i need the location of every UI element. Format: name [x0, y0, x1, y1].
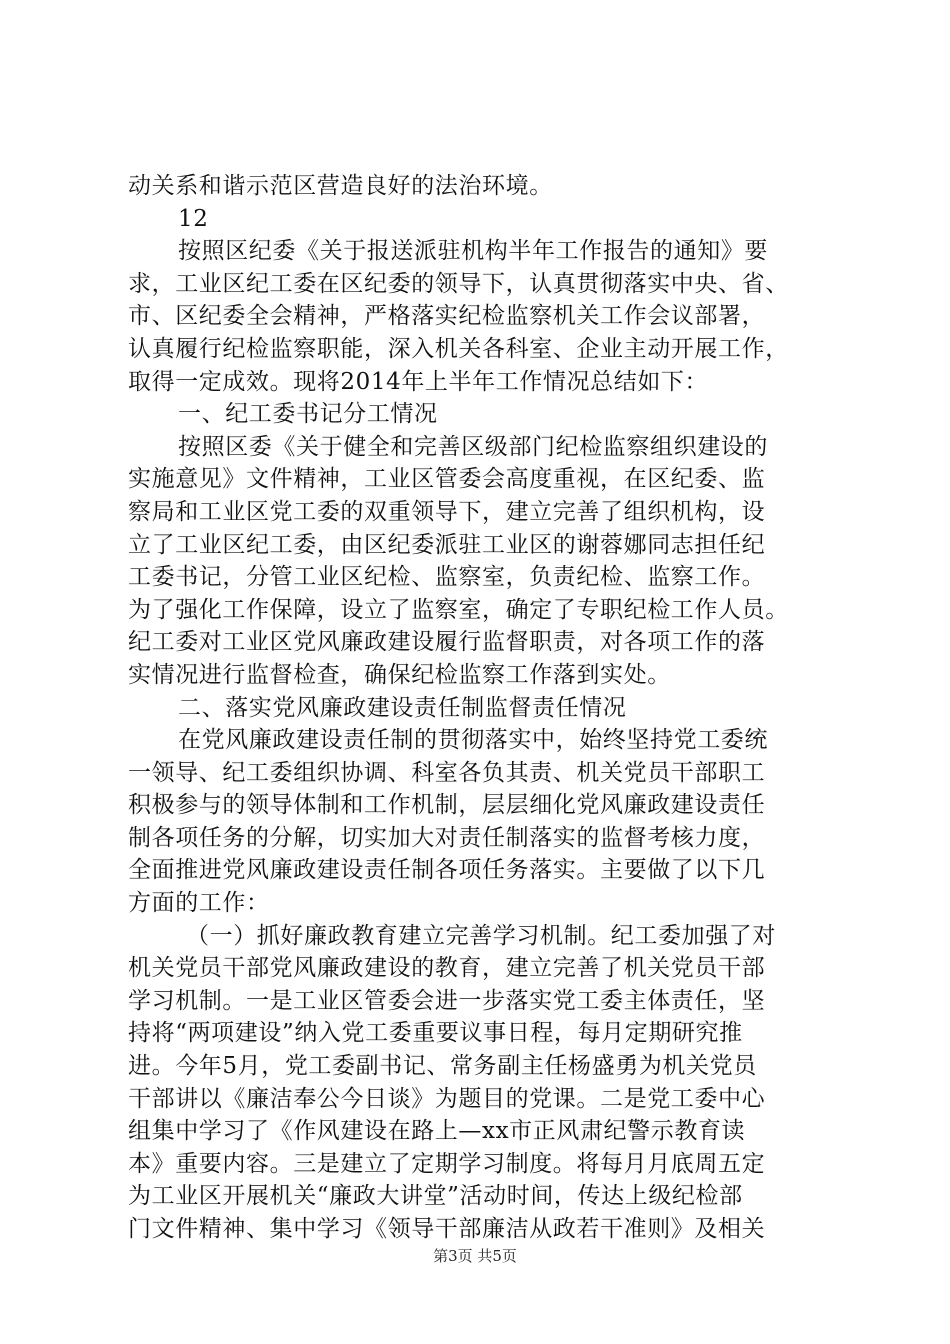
text-line: 实情况进行监督检查，确保纪检监察工作落到实处。: [128, 661, 671, 688]
text-line: 取得一定成效。现将2014年上半年工作情况总结如下：: [128, 368, 709, 395]
document-body: [128, 170, 828, 1246]
text-line: 立了工业区纪工委，由区纪委派驻工业区的谢蓉娜同志担任纪: [128, 531, 766, 558]
text-line: 学习机制。一是工业区管委会进一步落实党工委主体责任，坚: [128, 987, 766, 1014]
text-line: 认真履行纪检监察职能，深入机关各科室、企业主动开展工作，: [128, 335, 789, 362]
page-number-footer: 第3页 共5页: [433, 1247, 517, 1265]
section-heading: 二、落实党风廉政建设责任制监督责任情况: [178, 694, 627, 721]
text-line: 门文件精神、集中学习《领导干部廉洁从政若干准则》及相关: [128, 1216, 766, 1242]
subsection-heading-line: （一）抓好廉政教育建立完善学习机制。纪工委加强了对: [186, 922, 776, 949]
text-line: 察局和工业区党工委的双重领导下，建立完善了组织机构，设: [128, 498, 766, 525]
text-line: 为了强化工作保障，设立了监察室，确定了专职纪检工作人员。: [128, 596, 789, 623]
text-line: 制各项任务的分解，切实加大对责任制落实的监督考核力度，: [128, 824, 766, 851]
text-line: 积极参与的领导体制和工作机制，层层细化党风廉政建设责任: [128, 792, 766, 819]
paragraph-start-line: 在党风廉政建设责任制的贯彻落实中，始终坚持党工委统: [178, 727, 768, 754]
text-line: 为工业区开展机关“廉政大讲堂”活动时间，传达上级纪检部: [128, 1183, 743, 1210]
text-line: 市、区纪委全会精神，严格落实纪检监察机关工作会议部署，: [128, 303, 766, 330]
text-line: 12: [178, 205, 209, 232]
text-line: 组集中学习了《作风建设在路上—xx市正风肃纪警示教育读: [128, 1118, 746, 1145]
text-line: 工委书记，分管工业区纪检、监察室，负责纪检、监察工作。: [128, 564, 766, 591]
text-line: 求，工业区纪工委在区纪委的领导下，认真贯彻落实中央、省、: [128, 270, 789, 297]
text-line: 动关系和谐示范区营造良好的法治环境。: [128, 173, 553, 199]
text-line: 进。今年5月，党工委副书记、常务副主任杨盛勇为机关党员: [128, 1053, 757, 1080]
section-heading: 一、纪工委书记分工情况: [178, 401, 438, 428]
paragraph-start-line: 按照区纪委《关于报送派驻机构半年工作报告的通知》要: [178, 238, 768, 265]
text-line: 方面的工作：: [128, 890, 270, 917]
text-line: 持将“两项建设”纳入党工委重要议事日程，每月定期研究推: [128, 1020, 743, 1047]
text-line: 本》重要内容。三是建立了定期学习制度。将每月月底周五定: [128, 1150, 766, 1177]
text-line: 一领导、纪工委组织协调、科室各负其责、机关党员干部职工: [128, 759, 766, 786]
text-line: 实施意见》文件精神，工业区管委会高度重视，在区纪委、监: [128, 466, 766, 493]
text-line: 纪工委对工业区党风廉政建设履行监督职责，对各项工作的落: [128, 629, 766, 656]
paragraph-start-line: 按照区委《关于健全和完善区级部门纪检监察组织建设的: [178, 433, 768, 460]
text-line: 干部讲以《廉洁奉公今日谈》为题目的党课。二是党工委中心: [128, 1085, 766, 1112]
text-line: 全面推进党风廉政建设责任制各项任务落实。主要做了以下几: [128, 857, 766, 884]
text-line: 机关党员干部党风廉政建设的教育，建立完善了机关党员干部: [128, 955, 766, 982]
